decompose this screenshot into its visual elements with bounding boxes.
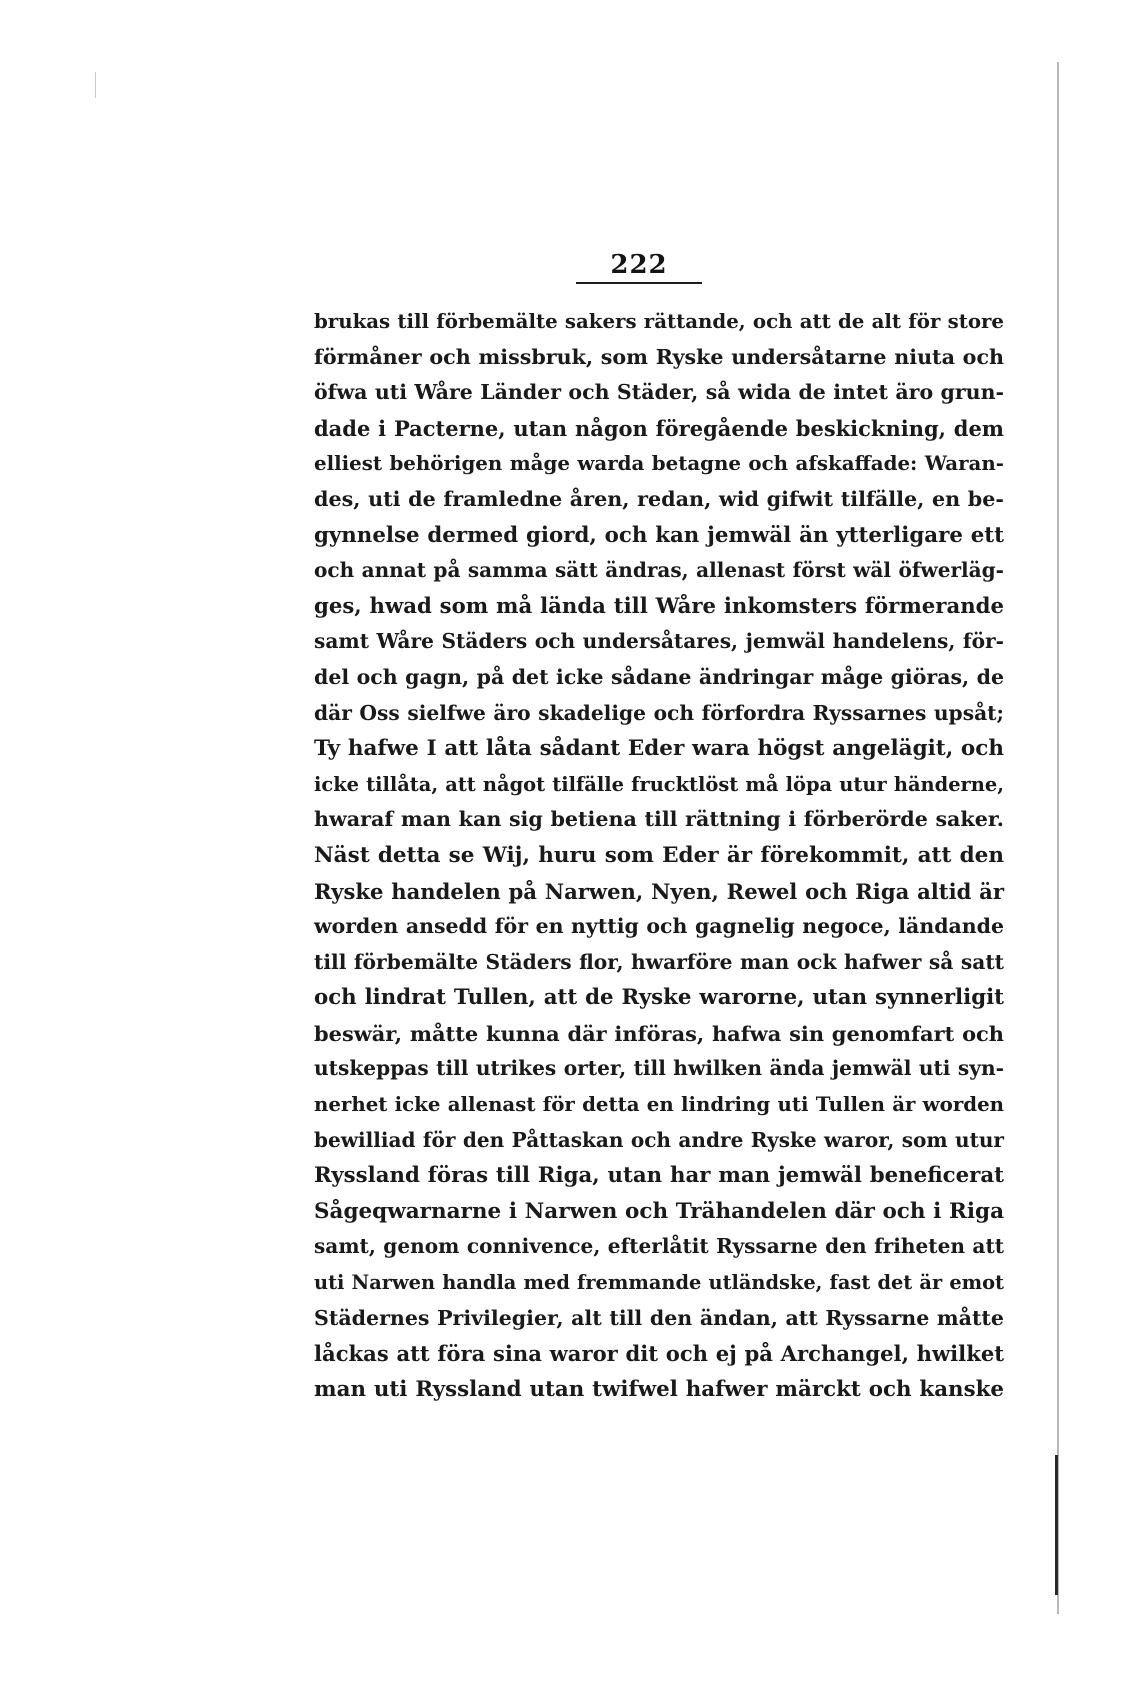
text-line: hwaraf man kan sig betiena till rättning i förberörde saker. — [314, 807, 1004, 832]
page-number: 222 — [610, 250, 668, 280]
text-line: elliest behörigen måge warda betagne och afskaffade: Waran- — [314, 451, 1004, 476]
text-line: Ryske handelen på Narwen, Nyen, Rewel och Riga altid är — [314, 878, 1004, 904]
text-line: till förbemälte Städers flor, hwarföre man ock hafwer så satt — [314, 949, 1004, 974]
text-line: dade i Pacterne, utan någon föregående beskickning, dem — [314, 415, 1004, 441]
text-line: uti Narwen handla med fremmande utländske, fast det är emot — [314, 1271, 1004, 1295]
text-line: ges, hwad som må lända till Wåre inkomsters förmerande — [314, 593, 1004, 619]
text-line: gynnelse dermed giord, och kan jemwäl än ytterligare ett — [314, 522, 1004, 548]
text-line: bewilliad för den Påttaskan och andre Ryske waror, som utur — [314, 1127, 1004, 1152]
text-line: del och gagn, på det icke sådane ändringar måge giöras, de — [314, 664, 1004, 689]
text-line: samt, genom connivence, efterlåtit Ryssarne den friheten att — [314, 1234, 1004, 1259]
page-number-rule — [576, 282, 702, 284]
text-line: Ryssland föras till Riga, utan har man jemwäl beneficerat — [314, 1163, 1004, 1189]
text-line: öfwa uti Wåre Länder och Städer, så wida de intet äro grun- — [314, 380, 1004, 405]
text-line: man uti Ryssland utan twifwel hafwer märckt och kanske — [314, 1376, 1004, 1402]
text-line: samt Wåre Städers och undersåtares, jemwäl handelens, för- — [314, 629, 1004, 654]
text-line: worden ansedd för en nyttig och gagnelig negoce, ländande — [314, 914, 1004, 939]
text-line: låckas att föra sina waror dit och ej på Archangel, hwilket — [314, 1341, 1004, 1367]
text-line: des, uti de framledne åren, redan, wid gifwit tilfälle, en be- — [314, 486, 1004, 511]
text-line: utskeppas till utrikes orter, till hwilken ända jemwäl uti syn- — [314, 1056, 1004, 1081]
text-line: beswär, måtte kunna där införas, hafwa sin genomfart och — [314, 1020, 1004, 1046]
text-line: Städernes Privilegier, alt till den ändan, att Ryssarne måtte — [314, 1305, 1004, 1330]
text-line: och lindrat Tullen, att de Ryske warorne, utan synnerligit — [314, 985, 1004, 1011]
page-edge-shadow — [1055, 1455, 1058, 1595]
text-line: Näst detta se Wij, huru som Eder är förekommit, att den — [314, 842, 1004, 868]
text-line: och annat på samma sätt ändras, allenast först wäl öfwerläg- — [314, 558, 1004, 583]
page-edge — [1057, 62, 1059, 1614]
text-line: nerhet icke allenast för detta en lindring uti Tullen är worden — [314, 1092, 1004, 1117]
text-line: där Oss sielfwe äro skadelige och förfordra Ryssarnes upsåt; — [314, 700, 1004, 725]
text-line: brukas till förbemälte sakers rättande, och att de alt för store — [314, 309, 1004, 333]
text-line: Sågeqwarnarne i Narwen och Trähandelen där och i Riga — [314, 1198, 1004, 1224]
text-line: icke tillåta, att något tilfälle frucktlöst må löpa utur händerne, — [314, 772, 1004, 796]
body-text — [314, 304, 1004, 1407]
text-line: Ty hafwe I att låta sådant Eder wara högst angelägit, och — [314, 736, 1004, 762]
text-line: förmåner och missbruk, som Ryske undersåtarne niuta och — [314, 344, 1004, 369]
scan-mark — [95, 72, 96, 98]
